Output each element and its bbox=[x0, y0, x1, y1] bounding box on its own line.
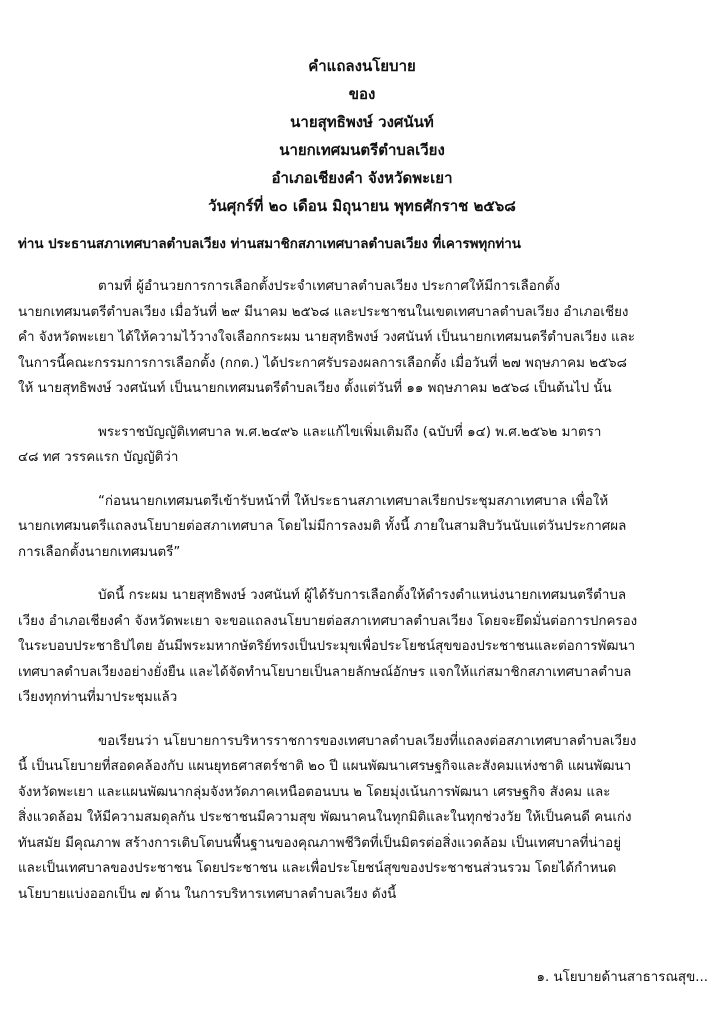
paragraph-line: ทันสมัย มีคุณภาพ สร้างการเติบโตบนพื้นฐานของคุณภาพชีวิตที่เป็นมิตรต่อสิ่งแวดล้อม เป็นเทศบาลที่น่าอยู่ bbox=[18, 835, 622, 851]
paragraph-line: เทศบาลตำบลเวียงอย่างยั่งยืน และได้จัดทำนโยบายเป็นลายลักษณ์อักษร แจกให้แก่สมาชิกสภาเทศบาลตำบล bbox=[18, 664, 632, 680]
title-line: คำแถลงนโยบาย bbox=[308, 57, 416, 75]
title-line: อำเภอเชียงคำ จังหวัดพะเยา bbox=[271, 169, 453, 187]
title-line: วันศุกร์ที่ ๒๐ เดือน มิถุนายน พุทธศักราช ๒๕๖๘ bbox=[208, 197, 516, 215]
paragraph bbox=[18, 729, 706, 908]
paragraph-line: นายกเทศมนตรีตำบลเวียง เมื่อวันที่ ๒๙ มีนาคม ๒๕๖๘ และประชาชนในเขตเทศบาลตำบลเวียง อำเภอเชียง bbox=[18, 304, 629, 320]
paragraph bbox=[18, 274, 706, 402]
quoted-paragraph bbox=[18, 489, 706, 566]
paragraph-line: เวียง อำเภอเชียงคำ จังหวัดพะเยา จะขอแถลงนโยบายต่อสภาเทศบาลตำบลเวียง โดยจะยึดมั่นต่อการปกครอง bbox=[18, 613, 638, 629]
paragraph-line: ในการนี้คณะกรรมการการเลือกตั้ง (กกต.) ได้ประกาศรับรองผลการเลือกตั้ง เมื่อวันที่ ๒๗ พฤษภาคม ๒๕๖๘ bbox=[18, 355, 627, 371]
paragraph-line: บัดนี้ กระผม นายสุทธิพงษ์ วงศนันท์ ผู้ได้รับการเลือกตั้งให้ดำรงตำแหน่งนายกเทศมนตรีตำบล bbox=[98, 588, 627, 603]
paragraph bbox=[18, 420, 706, 471]
salutation: ท่าน ประธานสภาเทศบาลตำบลเวียง ท่านสมาชิกสภาเทศบาลตำบลเวียง ที่เคารพทุกท่าน bbox=[18, 237, 521, 252]
spacer bbox=[18, 256, 706, 274]
spacer bbox=[18, 711, 706, 729]
paragraph-line: ในระบอบประชาธิปไตย อันมีพระมหากษัตริย์ทรงเป็นประมุขเพื่อประโยชน์สุขของประชาชนและต่อการพัฒนา bbox=[18, 639, 636, 654]
spacer bbox=[18, 402, 706, 420]
paragraph-line: การเลือกตั้งนายกเทศมนตรี” bbox=[18, 544, 181, 560]
paragraph-line: นี้ เป็นนโยบายที่สอดคล้องกับ แผนยุทธศาสตร์ชาติ ๒๐ ปี แผนพัฒนาเศรษฐกิจและสังคมแห่งชาติ แผนพัฒนา bbox=[18, 759, 632, 774]
paragraph-line: ตามที่ ผู้อำนวยการการเลือกตั้งประจำเทศบาลตำบลเวียง ประกาศให้มีการเลือกตั้ง bbox=[98, 279, 561, 294]
continuation-catchword: ๑. นโยบายด้านสาธารณสุข... bbox=[536, 970, 708, 985]
paragraph-line: คำ จังหวัดพะเยา ได้ให้ความไว้วางใจเลือกกระผม นายสุทธิพงษ์ วงศนันท์ เป็นนายกเทศมนตรีตำบลเวียง และ bbox=[18, 330, 635, 345]
paragraph-line: จังหวัดพะเยา และแผนพัฒนากลุ่มจังหวัดภาคเหนือตอนบน ๒ โดยมุ่งเน้นการพัฒนา เศรษฐกิจ สังคม และ bbox=[18, 784, 611, 800]
paragraph-line: พระราชบัญญัติเทศบาล พ.ศ.๒๔๙๖ และแก้ไขเพิ่มเติมถึง (ฉบับที่ ๑๔) พ.ศ.๒๕๖๒ มาตรา bbox=[98, 424, 602, 440]
title-line: นายสุทธิพงษ์ วงศนันท์ bbox=[290, 113, 434, 131]
paragraph-line: เวียงทุกท่านที่มาประชุมแล้ว bbox=[18, 690, 178, 705]
title-line: นายกเทศมนตรีตำบลเวียง bbox=[279, 141, 445, 159]
paragraph-line: “ก่อนนายกเทศมนตรีเข้ารับหน้าที่ ให้ประธานสภาเทศบาลเรียกประชุมสภาเทศบาล เพื่อให้ bbox=[98, 493, 609, 509]
paragraph-line: ขอเรียนว่า นโยบายการบริหารราชการของเทศบาลตำบลเวียงที่แถลงต่อสภาเทศบาลตำบลเวียง bbox=[98, 733, 637, 749]
paragraph-line: นายกเทศมนตรีแถลงนโยบายต่อสภาเทศบาล โดยไม่มีการลงมติ ทั้งนี้ ภายในสามสิบวันนับแต่วันประกาศผล bbox=[18, 519, 627, 534]
paragraph-line: สิ่งแวดล้อม ให้มีความสมดุลกัน ประชาชนมีความสุข พัฒนาคนในทุกมิติและในทุกช่วงวัย ให้เป็นคนดี คนเก่ง bbox=[18, 810, 632, 825]
paragraph-line: ๔๘ ทศ วรรคแรก บัญญัติว่า bbox=[18, 450, 179, 465]
spacer bbox=[18, 471, 706, 489]
paragraph-line: ให้ นายสุทธิพงษ์ วงศนันท์ เป็นนายกเทศมนตรีตำบลเวียง ตั้งแต่วันที่ ๑๑ พฤษภาคม ๒๕๖๘ เป็นต้นไป นั้น bbox=[18, 381, 612, 396]
document-title bbox=[18, 52, 706, 220]
title-line: ของ bbox=[348, 85, 376, 103]
spacer bbox=[18, 565, 706, 583]
paragraph-line: และเป็นเทศบาลของประชาชน โดยประชาชน และเพื่อประโยชน์สุขของประชาชนส่วนรวม โดยได้กำหนด bbox=[18, 861, 617, 876]
paragraph-line: นโยบายแบ่งออกเป็น ๗ ด้าน ในการบริหารเทศบาลตำบลเวียง ดังนี้ bbox=[18, 886, 397, 902]
paragraph bbox=[18, 583, 706, 711]
